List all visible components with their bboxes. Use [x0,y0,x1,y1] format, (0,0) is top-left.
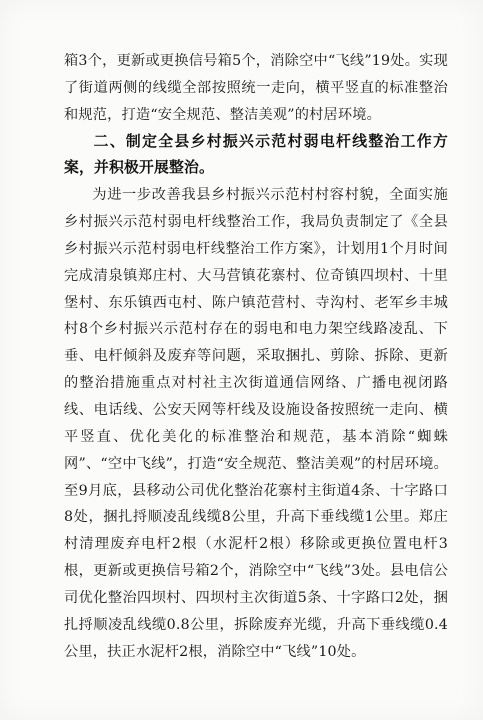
continued-paragraph: 箱3个，更新或更换信号箱5个，消除空中“飞线”19处。实现了街道两侧的线缆全部按照统一走向，横平竖直的标准整治和规范，打造“安全规范、整洁美观”的村居环境。 [64,53,448,123]
document-body [64,48,448,665]
body-paragraph: 为进一步改善我县乡村振兴示范村村容村貌，全面实施乡村振兴示范村弱电杆线整治工作，我局负责制定了《全县乡村振兴示范村弱电杆线整治工作方案》，计划用1个月时间完成清泉镇郑庄村、大马营镇花寨村、位奇镇四坝村、十里堡村、东乐镇西屯村、陈户镇范营村、寺沟村、老军乡丰城村8个乡村振兴示范村存在的弱电和电力架空线路凌乱、下垂、电杆倾斜及废弃等问题，采取捆扎、剪除、拆除、更新的整治措施重点对村社主次街道通信网络、广播电视闭路线、电话线、公安天网等杆线及设施设备按照统一走向、横平竖直、优化美化的标准整治和规范，基本消除“蜘蛛网”、“空中飞线”，打造“安全规范、整洁美观”的村居环境。至9月底，县移动公司优化整治花寨村主街道4条、十字路口8处，捆扎捋顺凌乱线缆8公里，升高下垂线缆1公里。郑庄村清理废弃电杆2根（水泥杆2根）移除或更换位置电杆3根，更新或更换信号箱2个，消除空中“飞线”3处。县电信公司优化整治四坝村、四坝村主次街道5条、十字路口2处，捆扎捋顺凌乱线缆0.8公里，拆除废弃光缆，升高下垂线缆0.4公里，扶正水泥杆2根，消除空中“飞线”10处。 [64,187,448,660]
section-heading: 二、制定全县乡村振兴示范村弱电杆线整治工作方案，并积极开展整治。 [64,132,448,177]
